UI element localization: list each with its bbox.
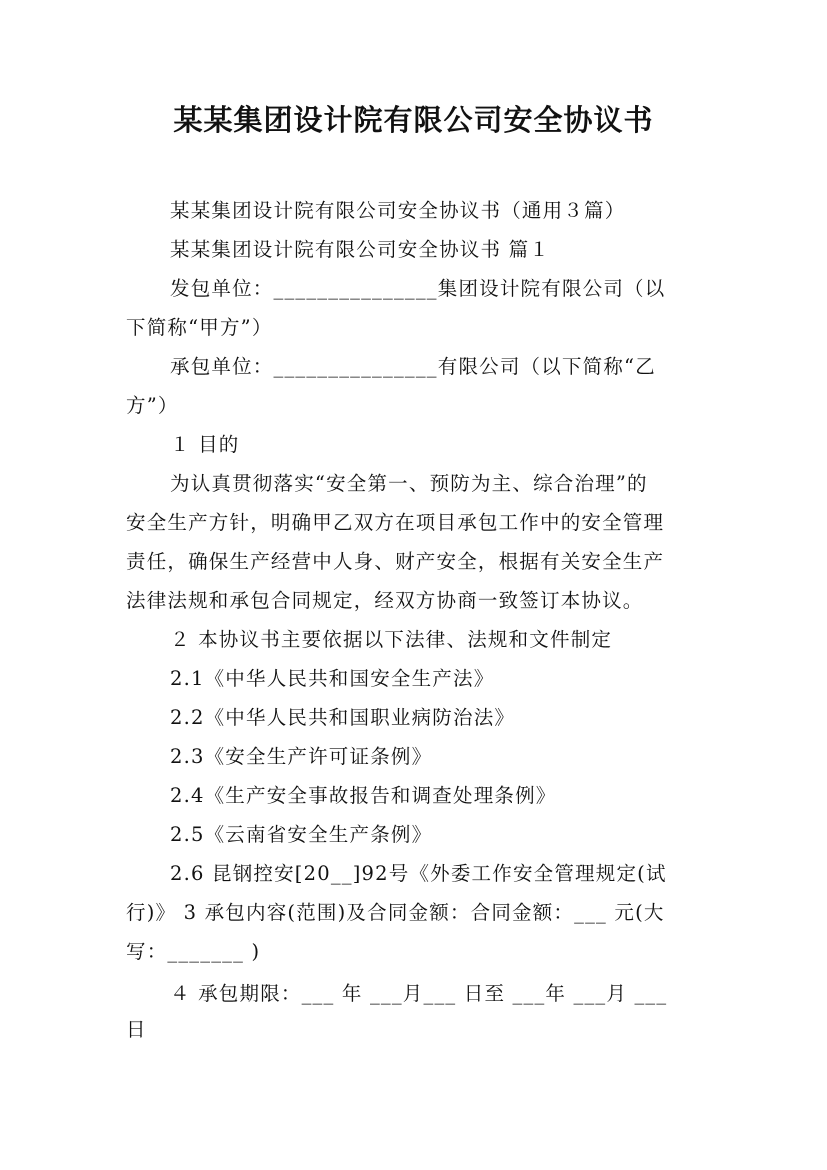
list-item: 2.2《中华人民共和国职业病防治法》 (170, 706, 516, 729)
paragraph-line: 安全生产方针，明确甲乙双方在项目承包工作中的安全管理 (126, 511, 665, 534)
section-heading: １ 目的 (170, 433, 240, 456)
paragraph-line: 法律法规和承包合同规定，经双方协商一致签订本协议。 (126, 589, 644, 612)
paragraph-line: 日 (126, 1018, 147, 1041)
list-item: 2.3《安全生产许可证条例》 (170, 745, 433, 768)
paragraph-line: 行)》 3 承包内容(范围)及合同金额：合同金额：___ 元(大 (126, 901, 665, 924)
paragraph-line: 发包单位：_______________集团设计院有限公司（以 (170, 277, 666, 300)
paragraph-line: 承包单位：_______________有限公司（以下简称“乙 (170, 355, 656, 378)
list-item: 2.5《云南省安全生产条例》 (170, 823, 433, 846)
paragraph-line: 方”） (126, 394, 179, 417)
list-item: 2.4《生产安全事故报告和调查处理条例》 (170, 784, 557, 807)
section-heading: 某某集团设计院有限公司安全协议书 篇１ (170, 238, 550, 261)
paragraph-line: 为认真贯彻落实“安全第一、预防为主、综合治理”的 (170, 472, 648, 495)
list-item: 2.6 昆钢控安[20__]92号《外委工作安全管理规定(试 (170, 862, 667, 885)
paragraph-line: 责任，确保生产经营中人身、财产安全，根据有关安全生产 (126, 550, 665, 573)
paragraph-line: ４ 承包期限：___ 年 ___月___ 日至 ___年 ___月 ___ (170, 982, 668, 1005)
section-heading: ２ 本协议书主要依据以下法律、法规和文件制定 (170, 628, 613, 651)
list-item: 2.1《中华人民共和国安全生产法》 (170, 667, 495, 690)
document-title: 某某集团设计院有限公司安全协议书 (173, 103, 654, 137)
paragraph-line: 写：_______ ) (126, 940, 261, 963)
subtitle-line: 某某集团设计院有限公司安全协议书（通用３篇） (170, 199, 626, 222)
paragraph-line: 下简称“甲方”） (126, 316, 273, 339)
